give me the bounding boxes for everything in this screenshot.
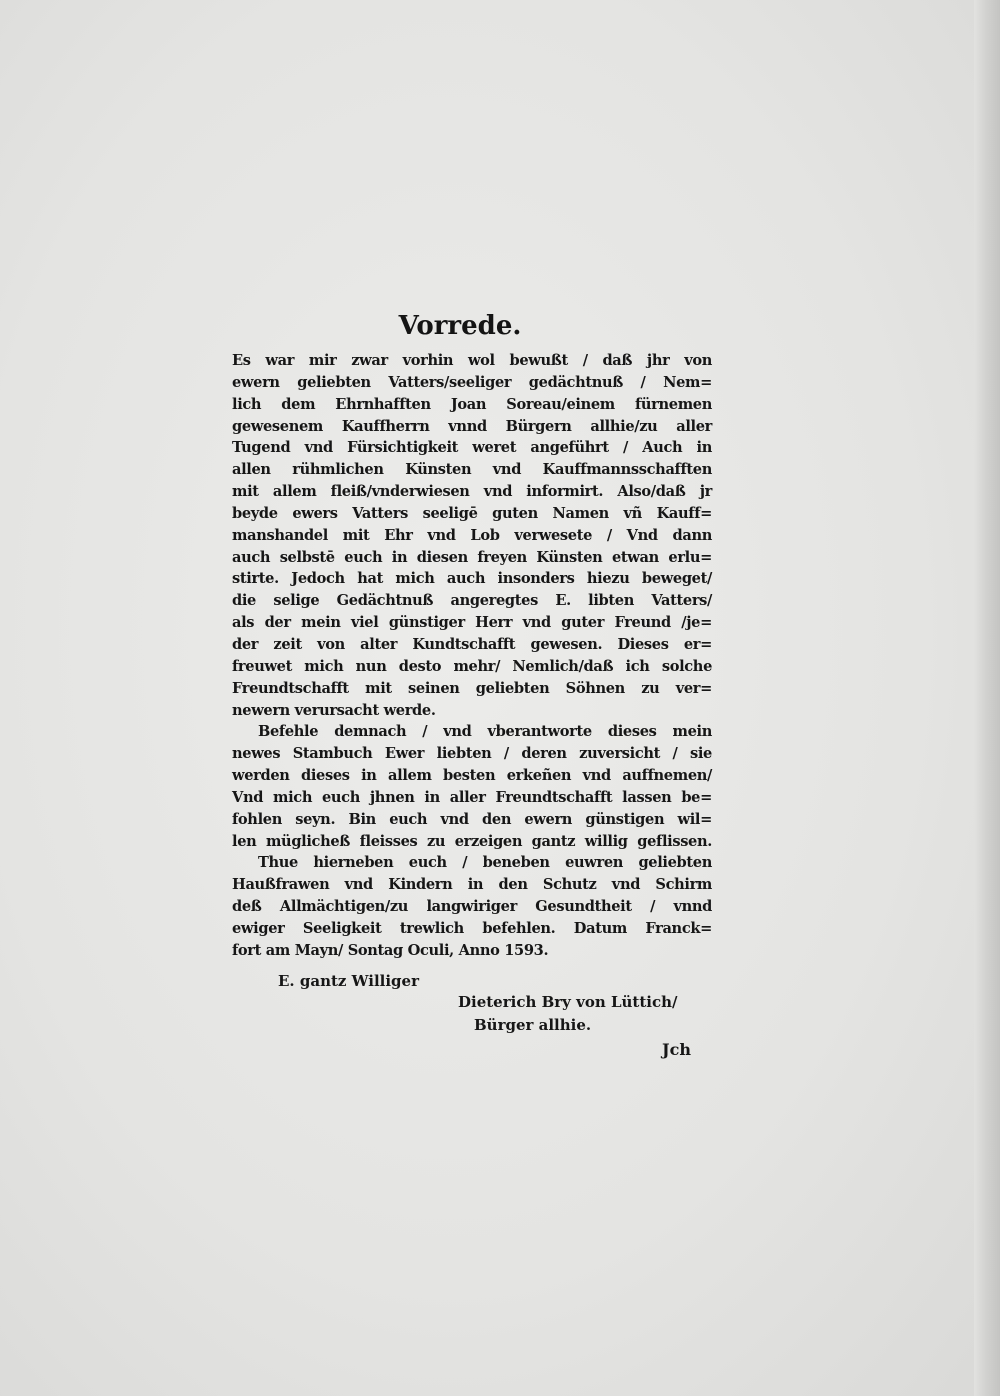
text-line: ewiger Seeligkeit trewlich befehlen. Datum Franck=	[232, 919, 712, 937]
text-line: Tugend vnd Fürsichtigkeit weret angeführt / Auch in	[232, 439, 712, 457]
text-line: manshandel mit Ehr vnd Lob verwesete / Vnd dann	[232, 526, 712, 544]
text-line: stirte. Jedoch hat mich auch insonders hiezu beweget/	[232, 570, 712, 588]
text-line: werden dieses in allem besten erkeñen vnd auffnemen/	[232, 767, 712, 785]
signature-name: Dieterich Bry von Lüttich/	[458, 993, 678, 1011]
text-line: Vnd mich euch jhnen in aller Freundtschafft lassen be=	[232, 788, 712, 806]
text-line: Freundtschafft mit seinen geliebten Söhnen zu ver=	[232, 679, 712, 697]
catchword: Jch	[662, 1040, 691, 1059]
text-line: die selige Gedächtnuß angeregtes E. libten Vatters/	[232, 592, 712, 610]
text-line: gewesenem Kauffherrn vnnd Bürgern allhie/zu aller	[232, 417, 712, 435]
closing-salutation: E. gantz Williger	[278, 972, 419, 990]
preface-text-block	[232, 350, 712, 962]
text-line: mit allem fleiß/vnderwiesen vnd informirt. Also/daß jr	[232, 483, 712, 501]
text-line: beyde ewers Vatters seeligē guten Namen vñ Kauff=	[232, 504, 712, 522]
text-line: fohlen seyn. Bin euch vnd den ewern günstigen wil=	[232, 810, 712, 828]
signature-place: Bürger allhie.	[474, 1016, 592, 1034]
text-line: Thue hierneben euch / beneben euwren geliebten	[258, 854, 712, 872]
text-line: der zeit von alter Kundtschafft gewesen. Dieses er=	[232, 635, 712, 653]
text-line: auch selbstē euch in diesen freyen Künsten etwan erlu=	[232, 548, 712, 566]
text-line: Befehle demnach / vnd vberantworte dieses mein	[258, 723, 712, 741]
page-title: Vorrede.	[398, 311, 522, 341]
text-line: Haußfrawen vnd Kindern in den Schutz vnd Schirm	[232, 876, 712, 894]
text-line: freuwet mich nun desto mehr/ Nemlich/daß ich solche	[232, 657, 712, 675]
text-line: newes Stambuch Ewer liebten / deren zuversicht / sie	[232, 745, 712, 763]
text-line: newern verursacht werde.	[232, 701, 436, 719]
text-line: deß Allmächtigen/zu langwiriger Gesundtheit / vnnd	[232, 898, 712, 916]
text-line: len müglicheß fleisses zu erzeigen gantz willig geflissen.	[232, 832, 712, 850]
text-line: Es war mir zwar vorhin wol bewußt / daß jhr von	[232, 352, 712, 369]
text-line: allen rühmlichen Künsten vnd Kauffmannsschafften	[232, 461, 712, 479]
text-line: ewern geliebten Vatters/seeliger gedächtnuß / Nem=	[232, 373, 712, 391]
text-line: als der mein viel günstiger Herr vnd guter Freund /je=	[232, 614, 712, 632]
text-line: lich dem Ehrnhafften Joan Soreau/einem fürnemen	[232, 395, 712, 413]
text-line: fort am Mayn/ Sontag Oculi, Anno 1593.	[232, 941, 549, 959]
page-edge-shadow	[974, 0, 1000, 1396]
